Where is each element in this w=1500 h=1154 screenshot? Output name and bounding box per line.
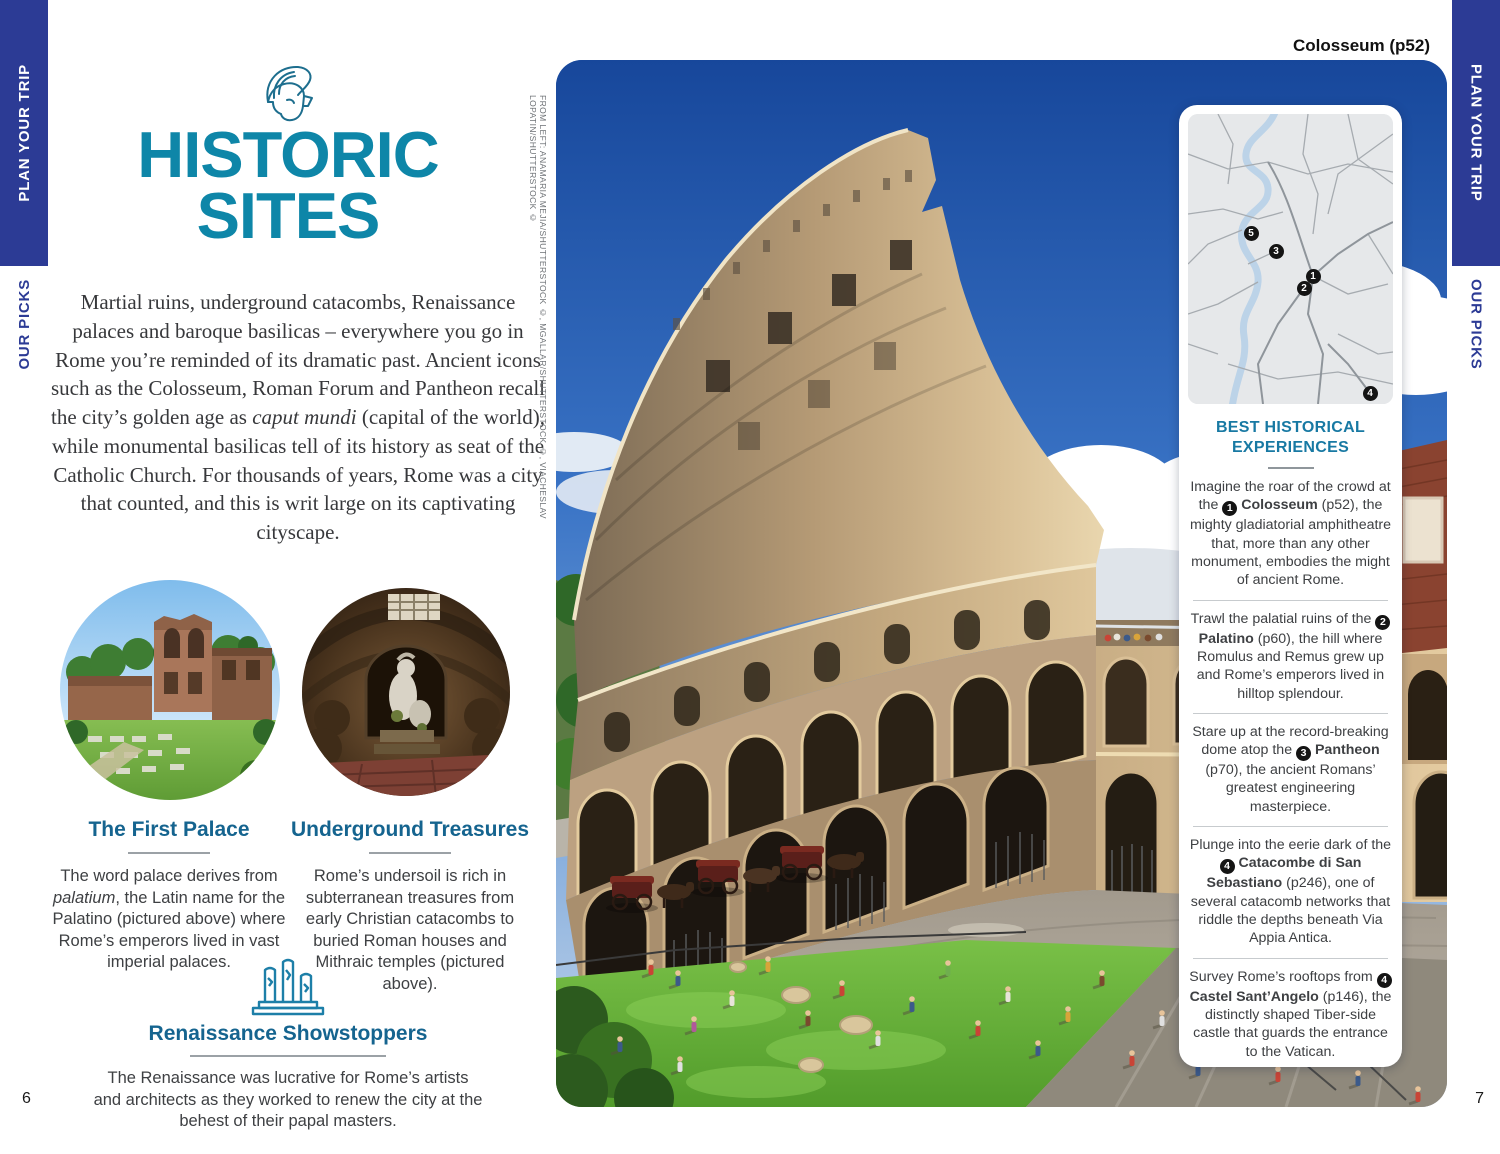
page-number-left: 6 <box>22 1090 31 1107</box>
feature-heading: The First Palace <box>88 818 250 841</box>
feature-body: The word palace derives from palatium, the Latin name for the Palatino (pictured above) where Rome’s emperors lived in vast imperial palaces. <box>52 867 286 972</box>
page-number-right: 7 <box>1475 1090 1484 1107</box>
map-marker-4: 4 <box>1363 386 1378 401</box>
divider <box>369 852 451 854</box>
feature-renaissance <box>40 956 536 1133</box>
centurion-helmet-icon <box>254 62 322 124</box>
palatino-ruins-photo <box>60 580 280 800</box>
experience-item: Survey Rome’s rooftops from 4 Castel Sant’Angelo (p146), the distinctly shaped Tiber-side castle that guards the entrance to the Vatican. <box>1189 968 1392 1060</box>
ruined-columns-icon <box>249 956 327 1016</box>
experience-item: Imagine the roar of the crowd at the 1 Colosseum (p52), the mighty gladiatorial amphitheatre that, more than any other monument, embodies the might of ancient Rome. <box>1189 479 1392 589</box>
photo-credit: FROM LEFT: ANAMARIA MEJIA/SHUTTERSTOCK ©, MGALLAR/SHUTTERSTOCK ©, VIACHESLAV LOPATIN/SHUTTERSTOCK © <box>528 95 548 519</box>
map-marker-5: 5 <box>1244 226 1259 241</box>
divider <box>1193 958 1388 959</box>
plan-your-trip-label: PLAN YOUR TRIP <box>15 64 33 202</box>
renaissance-heading: Renaissance Showstoppers <box>148 1022 428 1045</box>
running-header: Colosseum (p52) <box>1293 36 1430 55</box>
palatino-ruins-illustration <box>60 580 280 800</box>
mithraeum-illustration <box>302 588 510 796</box>
renaissance-body: The Renaissance was lucrative for Rome’s artists and architects as they worked to renew the city at the behest of their papal masters. <box>93 1069 483 1131</box>
plan-your-trip-tab-right: PLAN YOUR TRIP <box>1452 0 1500 266</box>
card-heading: BEST HISTORICAL EXPERIENCES <box>1215 419 1366 456</box>
feature-body: Rome’s undersoil is rich in subterranean treasures from early Christian catacombs to buried Roman houses and Mithraic temples (pictured above). <box>305 867 515 994</box>
mithraic-temple-photo <box>302 588 510 796</box>
divider <box>1193 713 1388 714</box>
divider <box>1193 826 1388 827</box>
page-title <box>40 118 536 253</box>
divider <box>190 1055 386 1057</box>
divider <box>1268 467 1314 469</box>
rome-map <box>1188 114 1393 404</box>
divider <box>128 852 210 854</box>
experiences-list <box>1188 478 1393 1061</box>
title-line1: HISTORIC <box>137 118 439 191</box>
divider <box>1193 600 1388 601</box>
map-marker-3: 3 <box>1269 244 1284 259</box>
our-picks-label-left: OUR PICKS <box>15 278 33 370</box>
experience-item: Trawl the palatial ruins of the 2 Palatino (p60), the hill where Romulus and Remus grew up and Rome’s emperors lived in hilltop splendour. <box>1188 610 1393 703</box>
experience-item: Stare up at the record-breaking dome atop the 3 Pantheon (p70), the ancient Romans’ greatest engineering masterpiece. <box>1192 723 1389 815</box>
title-line2: SITES <box>196 179 380 253</box>
map-marker-1: 1 <box>1306 269 1321 284</box>
intro-paragraph: Martial ruins, underground catacombs, Renaissance palaces and baroque basilicas – everywhere you go in Rome you’re reminded of its dramatic past. Ancient icons such as the Colosseum, Roman Forum and Pantheon recall the city’s golden age as caput mundi (capital of the world), while monumental basilicas tell of its history as seat of the Catholic Church. For thousands of years, Rome was a city that counted, and this is writ large on its captivating cityscape. <box>50 290 545 545</box>
map-marker-2: 2 <box>1297 281 1312 296</box>
experiences-card <box>1179 105 1402 1067</box>
rome-map-graphic <box>1188 114 1393 404</box>
feature-first-palace <box>50 818 288 974</box>
experience-item: Plunge into the eerie dark of the 4 Catacombe di San Sebastiano (p246), one of several catacomb networks that riddle the depths beneath Via Appia Antica. <box>1189 837 1392 947</box>
our-picks-label-right: OUR PICKS <box>1467 278 1485 370</box>
feature-heading: Underground Treasures <box>290 818 530 841</box>
